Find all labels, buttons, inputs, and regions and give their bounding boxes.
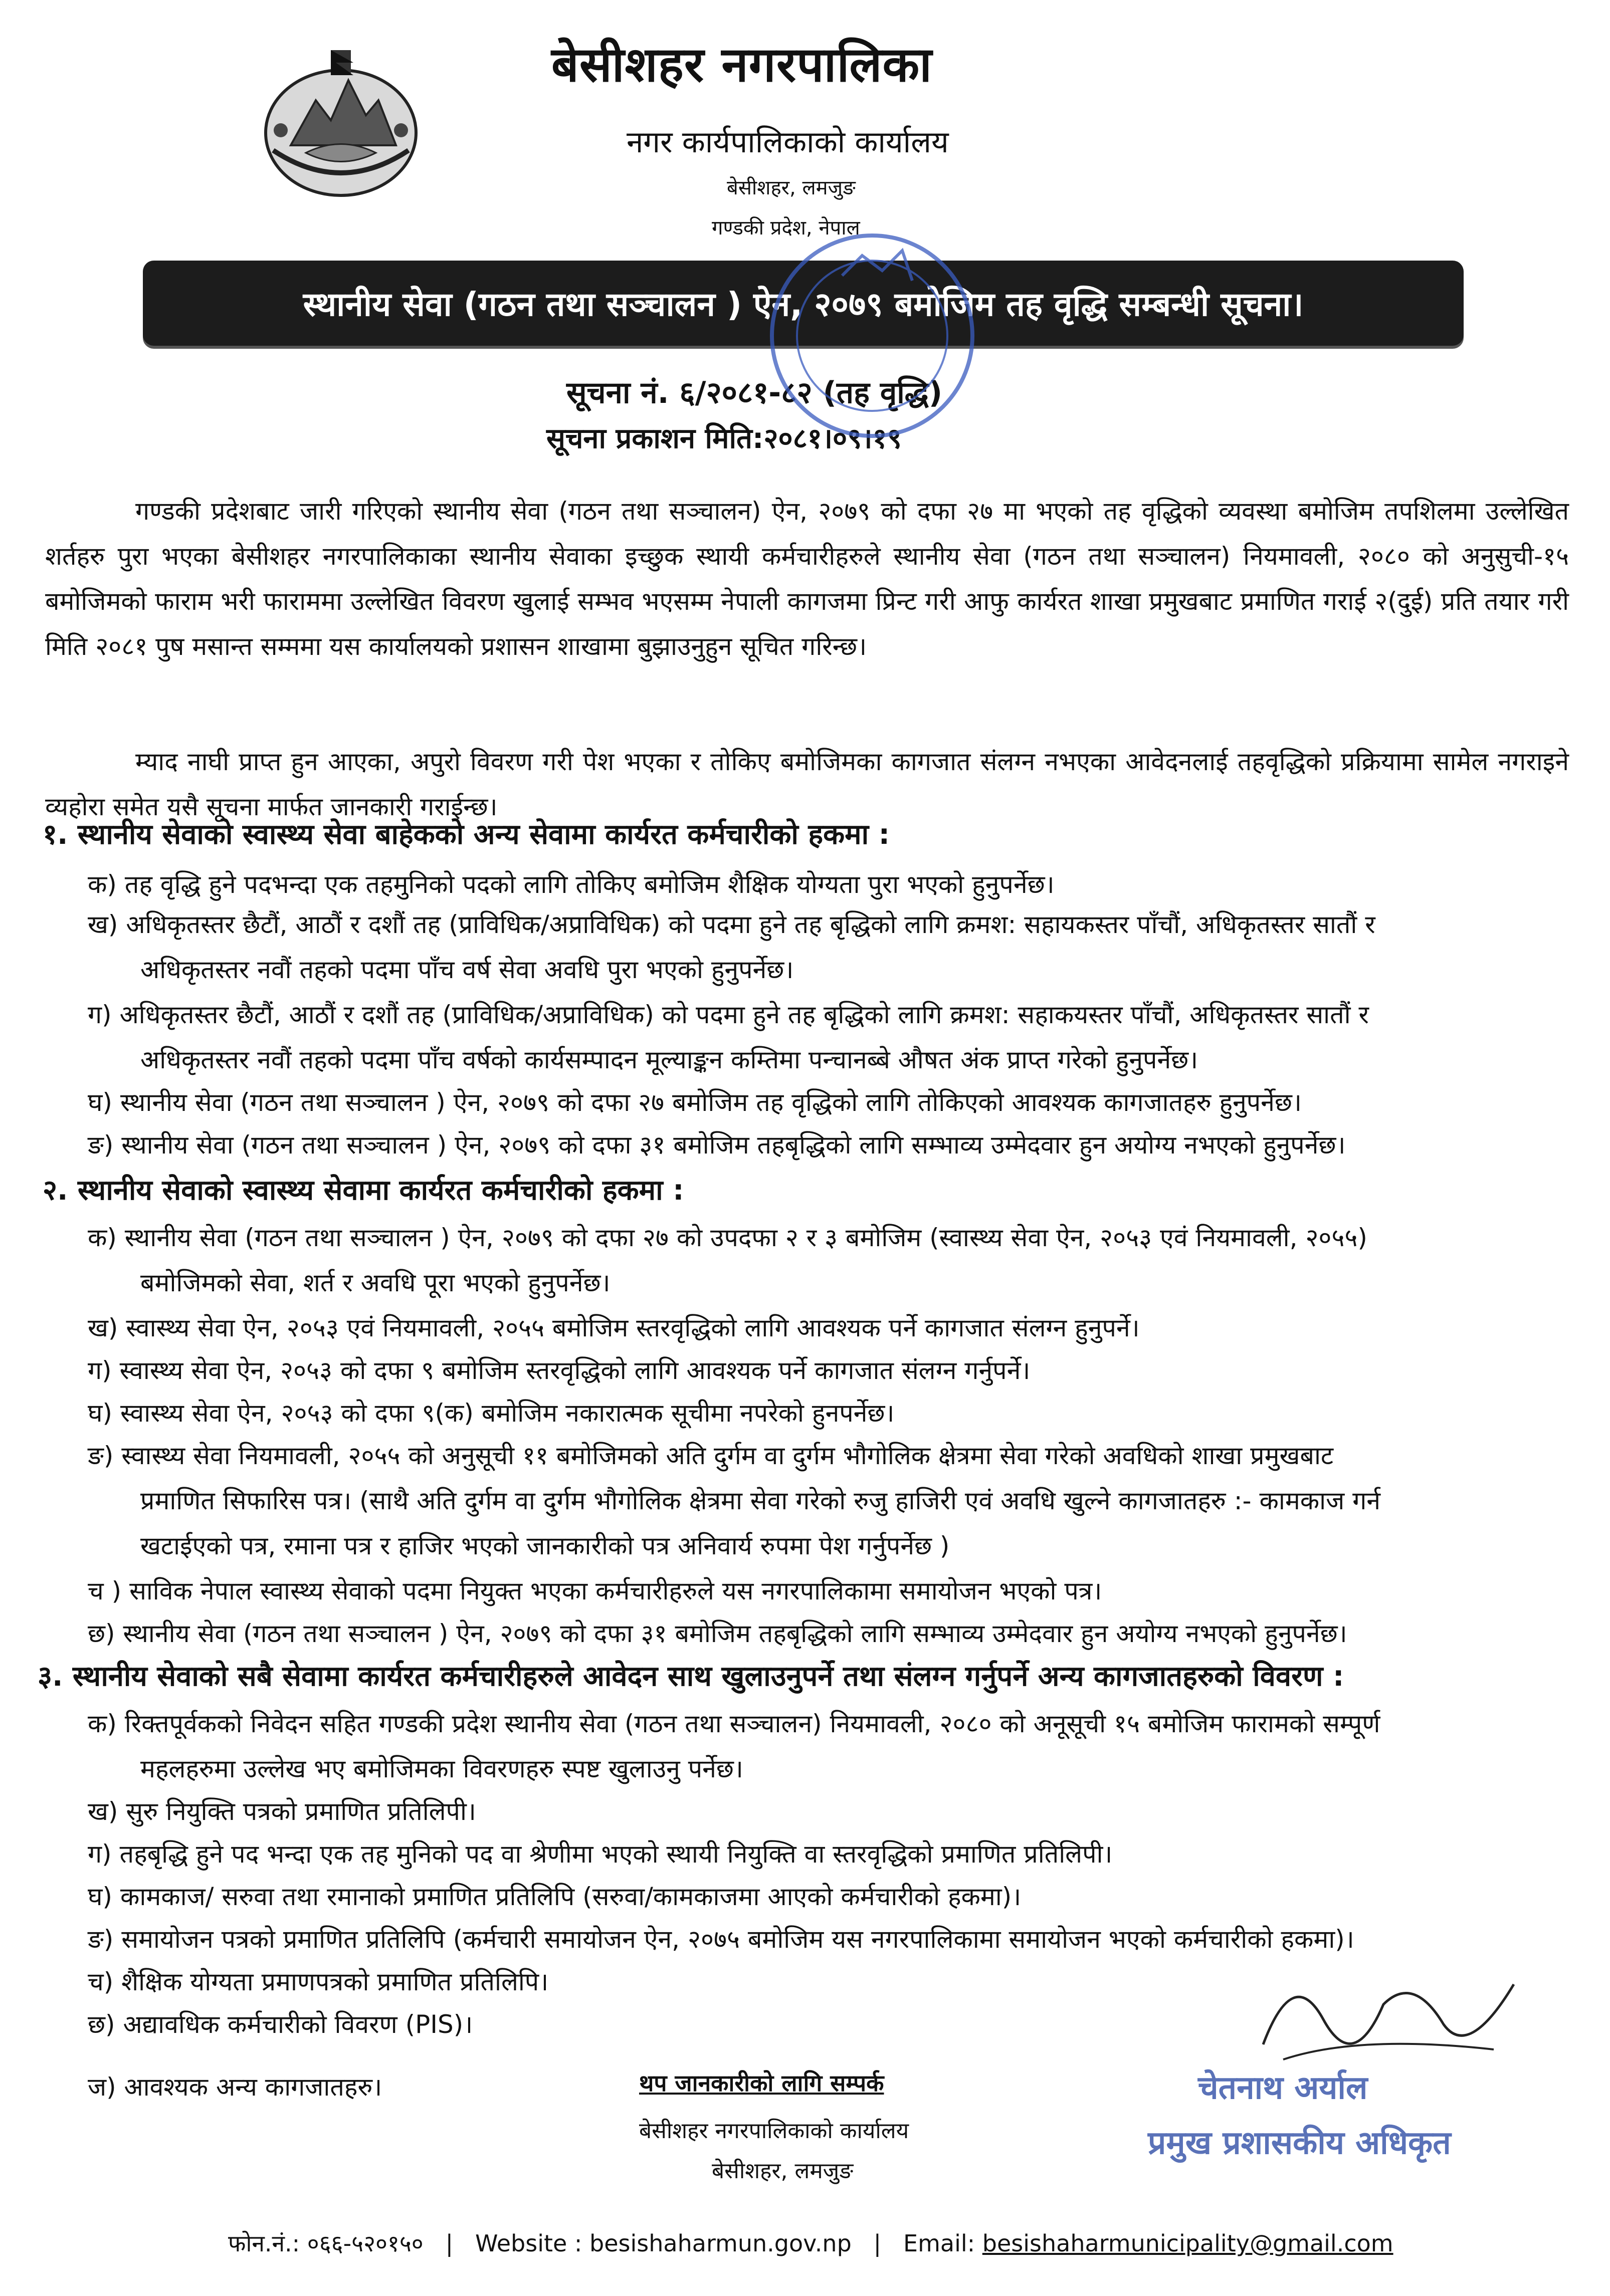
signature-icon	[1233, 1944, 1544, 2075]
item-text: स्वास्थ्य सेवा नियमावली, २०५५ को अनुसूची ११ बमोजिमको अति दुर्गम वा दुर्गम भौगोलिक क्षेत्रमा सेवा गरेको अवधिको शाखा प्रमुखबाट	[121, 1441, 1334, 1470]
list-item	[88, 992, 1571, 1082]
item-label: घ)	[88, 1399, 113, 1428]
address-province: गण्डकी प्रदेश, नेपाल	[712, 216, 860, 240]
item-label: ख)	[88, 910, 118, 939]
item-text: स्थानीय सेवा (गठन तथा सञ्चालन ) ऐन, २०७९ को दफा ३१ बमोजिम तहबृद्धिको लागि सम्भाव्य उम्मेदवार हुन अयोग्य नभएको हुनुपर्नेछ।	[121, 1130, 1346, 1160]
contact-office: बेसीशहर नगरपालिकाको कार्यालय	[639, 2118, 909, 2144]
list-item	[88, 1080, 1571, 1125]
footer-separator: |	[445, 2230, 454, 2257]
item-text: आवश्यक अन्य कागजातहरु।	[124, 2073, 382, 2102]
contact-address: बेसीशहर, लमजुङ	[712, 2158, 854, 2184]
list-item	[88, 1215, 1571, 1305]
intro-paragraph-1: गण्डकी प्रदेशबाट जारी गरिएको स्थानीय सेवा (गठन तथा सञ्चालन) ऐन, २०७९ को दफा २७ मा भएको तह वृद्धिको व्यवस्था बमोजिम तपशिलमा उल्लेखित शर्तहरु पुरा भएका बेसीशहर नगरपालिकाका स्थानीय सेवाका इच्छुक स्थायी कर्मचारीहरुले स्थानीय सेवा (गठन तथा सञ्चालन) नियमावली, २०८० को अनुसुची-१५ बमोजिमको फाराम भरी फाराममा उल्लेखित विवरण खुलाई सम्भव भएसम्म नेपाली कागजमा प्रिन्ट गरी आफु कार्यरत शाखा प्रमुखबाट प्रमाणित गराई २(दुई) प्रति तयार गरी मिति २०८१ पुष मसान्त सम्ममा यस कार्यालयको प्रशासन शाखामा बुझाउनुहुन सूचित गरिन्छ।	[45, 497, 1569, 661]
list-item	[88, 1391, 1571, 1436]
item-text: तह वृद्धि हुने पदभन्दा एक तहमुनिको पदको लागि तोकिए बमोजिम शैक्षिक योग्यता पुरा भएको हुनुपर्नेछ।	[124, 870, 1055, 899]
intro-paragraph-2: म्याद नाघी प्राप्त हुन आएका, अपुरो विवरण गरी पेश भएका र तोकिए बमोजिमका कागजात संलग्न नभएका आवेदनलाई तहवृद्धिको प्रक्रियामा सामेल नगराइने व्यहोरा समेत यसै सूचना मार्फत जानकारी गराईन्छ।	[45, 747, 1569, 821]
item-text: साविक नेपाल स्वास्थ्य सेवाको पदमा नियुक्त भएका कर्मचारीहरुले यस नगरपालिकामा समायोजन भएको पत्र।	[129, 1576, 1102, 1605]
item-text: स्वास्थ्य सेवा ऐन, २०५३ को दफा ९(क) बमोजिम नकारात्मक सूचीमा नपरेको हुनपर्नेछ।	[120, 1399, 895, 1428]
organization-name: बेसीशहर नगरपालिका	[551, 37, 933, 93]
item-text: सुरु नियुक्ति पत्रको प्रमाणित प्रतिलिपी।	[126, 1797, 476, 1826]
item-label: ग)	[88, 1000, 112, 1029]
list-item	[88, 1568, 1571, 1614]
contact-heading: थप जानकारीको लागि सम्पर्क	[639, 2070, 884, 2097]
section-1-heading: १. स्थानीय सेवाको स्वास्थ्य सेवा बाहेकको अन्य सेवामा कार्यरत कर्मचारीको हकमा :	[43, 818, 890, 851]
item-label: ख)	[88, 1313, 118, 1342]
item-label: ङ)	[88, 1441, 114, 1470]
officer-title: प्रमुख प्रशासकीय अधिकृत	[1148, 2125, 1451, 2162]
item-text-continued: प्रमाणित सिफारिस पत्र। (साथै अति दुर्गम वा दुर्गम भौगोलिक क्षेत्रमा सेवा गरेको रुजु हाजिरी एवं अवधि खुल्ने कागजातहरु :- कामकाज गर्न	[140, 1486, 1380, 1515]
item-text-continued: महलहरुमा उल्लेख भए बमोजिमका विवरणहरु स्पष्ट खुलाउनु पर्नेछ।	[140, 1754, 743, 1783]
item-text: शैक्षिक योग्यता प्रमाणपत्रको प्रमाणित प्रतिलिपि।	[121, 1967, 549, 1996]
list-item	[88, 1831, 1571, 1877]
item-label: छ)	[88, 1619, 115, 1648]
item-text: रिक्तपूर्वकको निवेदन सहित गण्डकी प्रदेश स्थानीय सेवा (गठन तथा सञ्चालन) नियमावली, २०८० को अनूसूची १५ बमोजिम फारामको सम्पूर्ण	[124, 1709, 1380, 1738]
item-text: स्वास्थ्य सेवा ऐन, २०५३ को दफा ९ बमोजिम स्तरवृद्धिको लागि आवश्यक पर्ने कागजात संलग्न गर्नुपर्ने।	[119, 1356, 1031, 1385]
item-text: अधिकृतस्तर छैटौं, आठौं र दशौं तह (प्राविधिक/अप्राविधिक) को पदमा हुने तह बृद्धिको लागि क्रमश: सहाकयस्तर पाँचौं, अधिकृतस्तर सातौं र	[119, 1000, 1369, 1029]
item-label: घ)	[88, 1882, 113, 1911]
item-text: स्थानीय सेवा (गठन तथा सञ्चालन ) ऐन, २०७९ को दफा ३१ बमोजिम तहबृद्धिको लागि सम्भाव्य उम्मेदवार हुन अयोग्य नभएको हुनुपर्नेछ।	[123, 1619, 1347, 1648]
footer-email-label: Email:	[903, 2230, 975, 2257]
item-label: ङ)	[88, 1130, 114, 1160]
item-text: कामकाज/ सरुवा तथा रमानाको प्रमाणित प्रतिलिपि (सरुवा/कामकाजमा आएको कर्मचारीको हकमा)।	[120, 1882, 1022, 1911]
footer-email-link[interactable]: besishaharmunicipality@gmail.com	[982, 2230, 1393, 2257]
item-label: घ)	[88, 1088, 113, 1117]
item-label: ख)	[88, 1797, 118, 1826]
item-text: अद्यावधिक कर्मचारीको विवरण (PIS)।	[123, 2010, 473, 2039]
list-item	[88, 1305, 1571, 1350]
address-city: बेसीशहर, लमजुङ	[727, 176, 856, 199]
footer-website[interactable]: Website : besishaharmun.gov.np	[475, 2230, 852, 2257]
item-label: ग)	[88, 1840, 112, 1869]
item-text: समायोजन पत्रको प्रमाणित प्रतिलिपि (कर्मचारी समायोजन ऐन, २०७५ बमोजिम यस नगरपालिकामा समायोजन भएको कर्मचारीको हकमा)।	[121, 1925, 1354, 1954]
item-text-continued: खटाईएको पत्र, रमाना पत्र र हाजिर भएको जानकारीको पत्र अनिवार्य रुपमा पेश गर्नुपर्नेछ )	[140, 1531, 950, 1560]
list-item	[88, 1789, 1571, 1834]
item-text: स्वास्थ्य सेवा ऐन, २०५३ एवं नियमावली, २०५५ बमोजिम स्तरवृद्धिको लागि आवश्यक पर्ने कागजात संलग्न हुनुपर्ने।	[126, 1313, 1140, 1342]
section-2-heading: २. स्थानीय सेवाको स्वास्थ्य सेवामा कार्यरत कर्मचारीको हकमा :	[43, 1174, 684, 1207]
item-text-continued: अधिकृतस्तर नवौं तहको पदमा पाँच वर्षको कार्यसम्पादन मूल्याङ्कन कम्तिमा पन्चानब्बे औषत अंक प्राप्त गरेको हुनुपर्नेछ।	[140, 1045, 1198, 1074]
list-item	[88, 1433, 1571, 1568]
footer-phone: फोन.नं.: ०६६-५२०१५०	[228, 2230, 424, 2257]
item-label: छ)	[88, 2010, 115, 2039]
item-text: तहबृद्धि हुने पद भन्दा एक तह मुनिको पद वा श्रेणीमा भएको स्थायी नियुक्ति वा स्तरवृद्धिको प्रमाणित प्रतिलिपी।	[119, 1840, 1113, 1869]
item-text: अधिकृतस्तर छैटौं, आठौं र दशौं तह (प्राविधिक/अप्राविधिक) को पदमा हुने तह बृद्धिको लागि क्रमश: सहायकस्तर पाँचौं, अधिकृतस्तर सातौं र	[126, 910, 1375, 939]
item-label: ग)	[88, 1356, 112, 1385]
footer-separator: |	[873, 2230, 882, 2257]
item-text-continued: अधिकृतस्तर नवौं तहको पदमा पाँच वर्ष सेवा अवधि पुरा भएको हुनुपर्नेछ।	[140, 955, 794, 984]
nepal-emblem-icon	[261, 45, 421, 200]
list-item	[88, 1874, 1571, 1919]
notice-date: सूचना प्रकाशन मिति:२०८१।०९।१९	[546, 422, 902, 455]
office-name: नगर कार्यपालिकाको कार्यालय	[627, 125, 949, 160]
item-label: क)	[88, 1709, 117, 1738]
footer-contact-line	[228, 2227, 1393, 2258]
list-item	[88, 1348, 1571, 1393]
item-label: क)	[88, 870, 117, 899]
list-item	[88, 1701, 1571, 1791]
list-item	[88, 862, 1571, 907]
notice-number: सूचना नं. ६/२०८१-८२ (तह वृद्धि)	[566, 375, 943, 410]
item-label: क)	[88, 1223, 117, 1252]
notice-banner	[143, 261, 1464, 346]
officer-name: चेतनाथ अर्याल	[1198, 2070, 1368, 2107]
section-3-heading: ३. स्थानीय सेवाको सबै सेवामा कार्यरत कर्मचारीहरुले आवेदन साथ खुलाउनुपर्ने तथा संलग्न गर्नुपर्ने अन्य कागजातहरुको विवरण :	[38, 1660, 1344, 1693]
list-item	[88, 1122, 1571, 1168]
item-label: ङ)	[88, 1925, 114, 1954]
notice-banner-title: स्थानीय सेवा (गठन तथा सञ्चालन ) ऐन, २०७९ बमोजिम तह वृद्धि सम्बन्धी सूचना।	[303, 285, 1304, 324]
item-label: च)	[88, 1967, 114, 1996]
list-item	[88, 1611, 1571, 1656]
item-label: च )	[88, 1576, 122, 1605]
item-text-continued: बमोजिमको सेवा, शर्त र अवधि पूरा भएको हुनुपर्नेछ।	[140, 1268, 611, 1297]
item-text: स्थानीय सेवा (गठन तथा सञ्चालन ) ऐन, २०७९ को दफा २७ बमोजिम तह वृद्धिको लागि तोकिएको आवश्यक कागजातहरु हुनुपर्नेछ।	[120, 1088, 1302, 1117]
item-text: स्थानीय सेवा (गठन तथा सञ्चालन ) ऐन, २०७९ को दफा २७ को उपदफा २ र ३ बमोजिम (स्वास्थ्य सेवा ऐन, २०५३ एवं नियमावली, २०५५)	[124, 1223, 1367, 1252]
item-label: ज)	[88, 2073, 116, 2102]
list-item	[88, 902, 1571, 992]
